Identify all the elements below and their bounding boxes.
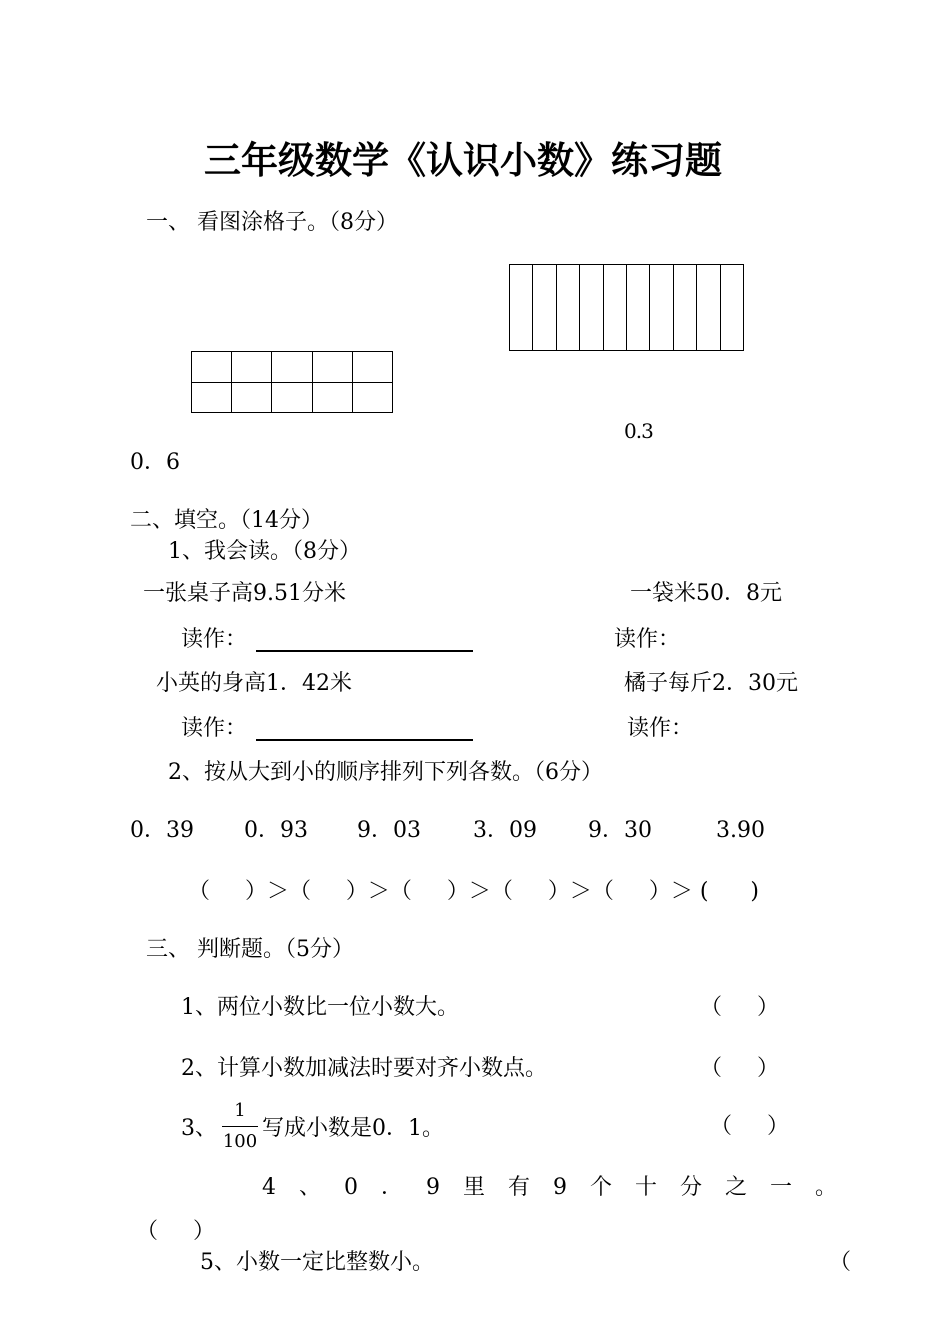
number-item: 3.90 — [716, 818, 765, 843]
judge-q1-blank[interactable]: （ ） — [700, 995, 779, 1020]
number-item: 0．93 — [244, 818, 308, 843]
read-label: 读作： — [181, 716, 248, 741]
number-item: 9．03 — [357, 818, 421, 843]
judge-q5-blank[interactable]: （ — [829, 1250, 852, 1275]
number-item: 3．09 — [473, 818, 537, 843]
judge-q1: 1、两位小数比一位小数大。 — [181, 995, 459, 1020]
judge-q2: 2、计算小数加减法时要对齐小数点。 — [181, 1056, 547, 1081]
section3-heading: 三、 判断题。（5分） — [146, 937, 354, 962]
grid-cell[interactable] — [626, 265, 649, 351]
grid-cell[interactable] — [232, 352, 272, 383]
judge-q3-prefix: 3、 — [181, 1116, 217, 1141]
grid-cell[interactable] — [232, 382, 272, 413]
read-label: 读作： — [614, 627, 681, 652]
judge-q4-blank[interactable]: （ ） — [136, 1219, 215, 1244]
answer-line[interactable] — [256, 650, 473, 652]
grid-cell[interactable] — [697, 265, 720, 351]
read-label: 读作： — [181, 627, 248, 652]
grid-cell[interactable] — [556, 265, 579, 351]
grid-cell[interactable] — [312, 382, 352, 413]
fraction-denominator: 100 — [222, 1131, 258, 1152]
grid-cell[interactable] — [603, 265, 626, 351]
grid-right-label: 0.3 — [624, 419, 653, 443]
grid-cell[interactable] — [720, 265, 743, 351]
read-label: 读作： — [627, 716, 694, 741]
grid-cell[interactable] — [192, 382, 232, 413]
number-item: 0．39 — [130, 818, 194, 843]
section1-heading: 一、 看图涂格子。（8分） — [146, 210, 398, 235]
grid-cell[interactable] — [272, 382, 312, 413]
grid-cell[interactable] — [192, 352, 232, 383]
judge-q2-blank[interactable]: （ ） — [700, 1056, 779, 1081]
grid-cell[interactable] — [352, 382, 392, 413]
judge-q4: 4、0．9里有9个十分之一。 — [262, 1175, 860, 1200]
section2-heading: 二、填空。（14分） — [130, 508, 323, 533]
q1-heading: 1、我会读。（8分） — [168, 539, 361, 564]
number-item: 9．30 — [588, 818, 652, 843]
fraction-numerator: 1 — [234, 1100, 246, 1121]
grid-cell[interactable] — [650, 265, 673, 351]
read-item-table-height: 一张桌子高9.51分米 — [143, 581, 346, 606]
grid-cell[interactable] — [272, 352, 312, 383]
grid-cell[interactable] — [533, 265, 556, 351]
grid-cell[interactable] — [580, 265, 603, 351]
q2-heading: 2、按从大到小的顺序排列下列各数。（6分） — [168, 760, 603, 785]
grid-cell[interactable] — [510, 265, 533, 351]
judge-q3-blank[interactable]: （ ） — [710, 1114, 789, 1139]
ordering-blanks[interactable]: （ ）＞（ ）＞（ ）＞（ ）＞（ ）＞ ( ) — [188, 879, 759, 904]
answer-line[interactable] — [256, 739, 473, 741]
grid-cell[interactable] — [312, 352, 352, 383]
grid-left-label: 0．6 — [130, 450, 180, 475]
grid-two-by-five[interactable] — [191, 351, 393, 413]
page-title: 三年级数学《认识小数》练习题 — [204, 138, 722, 182]
grid-cell[interactable] — [673, 265, 696, 351]
fraction-bar — [222, 1126, 258, 1127]
read-item-rice-price: 一袋米50．8元 — [630, 581, 782, 606]
read-item-height: 小英的身高1．42米 — [156, 671, 352, 696]
read-item-orange-price: 橘子每斤2．30元 — [624, 671, 798, 696]
judge-q5: 5、小数一定比整数小。 — [200, 1250, 434, 1275]
judge-q3-suffix: 写成小数是0．1。 — [262, 1116, 444, 1141]
grid-cell[interactable] — [352, 352, 392, 383]
grid-ten-columns[interactable] — [509, 264, 744, 351]
